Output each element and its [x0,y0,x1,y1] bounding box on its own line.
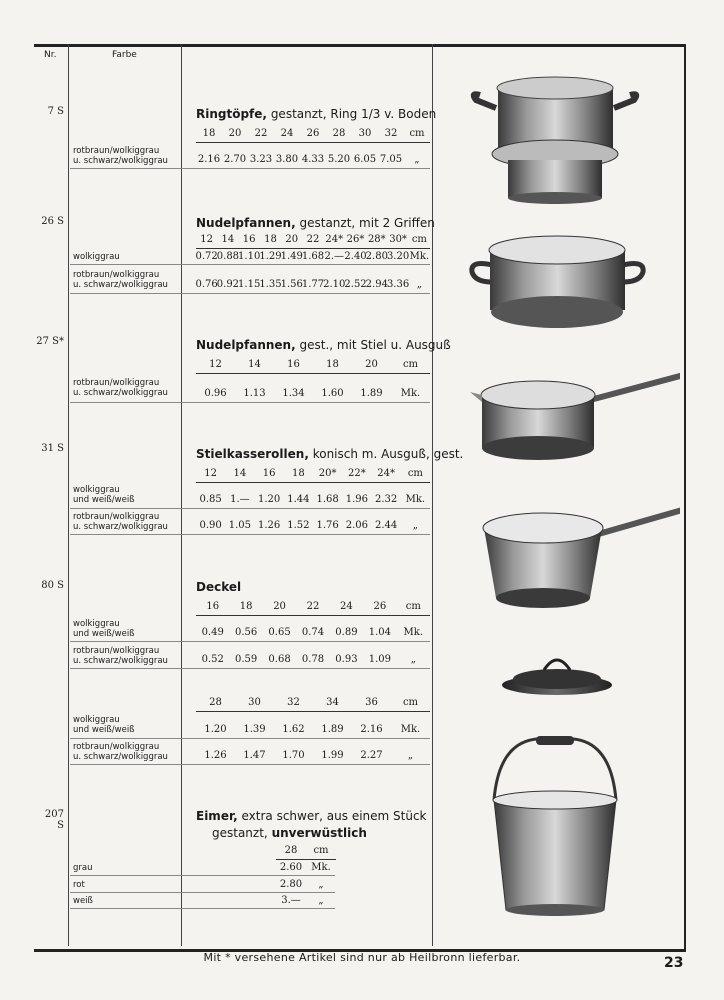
value-cell: 6.05 [353,154,377,165]
column-divider-images [432,44,433,946]
value-cell: 28 [209,697,222,708]
value-cell: 20 [365,359,378,370]
value-cell: 2.52 [344,279,367,290]
row-divider [70,402,430,403]
price-row [196,251,430,265]
color-label-line: weiß [73,896,93,906]
value-cell: 1.20 [257,494,281,505]
value-cell: 2.40 [344,251,367,262]
value-cell: 2.60 [279,862,303,873]
product-illustrations [440,50,680,940]
value-cell: 0.59 [235,654,258,665]
color-label [73,646,168,666]
unit-cell: cm [407,468,423,479]
color-label-line: wolkiggrau [73,619,120,629]
value-cell: 18 [264,234,277,245]
size-header-row [276,845,336,860]
value-cell: 2.10 [323,279,346,290]
value-cell: 24* [325,234,344,245]
value-cell: 0.76 [195,279,218,290]
value-cell: 1.15 [238,279,261,290]
color-label-line: rotbraun/wolkiggrau [73,146,160,156]
color-label-line: grau [73,863,93,873]
value-cell: 12 [204,468,217,479]
unit-cell: Mk. [409,251,430,262]
value-cell: 1.96 [345,494,369,505]
product-title: Ringtöpfe, gestanzt, Ring 1/3 v. Boden [196,107,437,121]
value-cell: 1.62 [282,724,305,735]
value-cell: 2.80 [365,251,388,262]
color-label-line: rot [73,880,85,890]
value-cell: 0.68 [268,654,291,665]
color-label [73,619,135,639]
bucket-image [493,736,617,916]
unit-cell: „ [410,654,416,665]
price-row [196,520,430,534]
price-row [196,388,430,402]
row-divider [70,738,430,739]
value-cell: 1.89 [321,724,344,735]
value-cell: 18 [326,359,339,370]
color-label [73,715,135,735]
product-title: Stielkasserollen, konisch m. Ausguß, gest. [196,447,464,461]
value-cell: 1.68 [301,251,325,262]
saucepan-image [483,502,680,608]
color-label [73,880,85,890]
row-divider [70,892,335,893]
value-cell: 0.85 [199,494,222,505]
value-cell: 18 [202,128,216,139]
price-row [196,627,430,641]
product-title: Deckel [196,580,242,594]
size-header-row [196,697,430,712]
price-row [196,750,430,764]
value-cell: 0.56 [235,627,258,638]
row-divider [70,764,430,765]
value-cell: 2.80 [279,879,303,890]
value-cell: 1.35 [259,279,282,290]
value-cell: 1.70 [282,750,305,761]
value-cell: 22 [306,601,320,612]
price-row [196,724,430,738]
value-cell: 22 [306,234,320,245]
value-cell: 2.— [324,251,345,262]
unit-cell: „ [318,895,324,906]
value-cell: 1.68 [316,494,339,505]
value-cell: 3.36 [386,279,410,290]
value-cell: 20 [273,601,286,612]
page-number: 23 [664,955,684,971]
value-cell: 1.89 [360,388,383,399]
price-row [196,494,430,508]
value-cell: 2.16 [197,154,221,165]
color-label-line: rotbraun/wolkiggrau [73,512,160,522]
value-cell: 12 [209,359,222,370]
pasta-pan-handle-image [470,372,680,460]
unit-cell: cm [405,601,421,612]
header-farbe: Farbe [112,50,137,60]
value-cell: 26* [346,234,365,245]
size-header-row [196,128,430,143]
value-cell: 28* [367,234,386,245]
product-number: 27 S* [36,336,64,347]
value-cell: 14 [233,468,247,479]
value-cell: 1.76 [316,520,339,531]
size-header-row [196,468,430,483]
value-cell: 0.90 [199,520,222,531]
value-cell: 0.89 [335,627,358,638]
color-label-line: und weiß/weiß [73,495,135,505]
footer-note: Mit * versehene Artikel sind nur ab Heilbronn lieferbar. [203,951,521,964]
column-divider-farbe [181,44,182,946]
price-row [196,654,430,668]
row-divider [70,264,430,265]
value-cell: 24* [377,468,395,479]
color-label-line: rotbraun/wolkiggrau [73,646,160,656]
value-cell: 0.52 [201,654,224,665]
value-cell: 28 [284,845,298,856]
color-label-line: rotbraun/wolkiggrau [73,742,160,752]
color-label-line: u. schwarz/wolkiggrau [73,280,168,290]
value-cell: 1.10 [238,251,261,262]
product-title-line2: gestanzt, unverwüstlich [212,826,367,840]
color-label-line: und weiß/weiß [73,725,135,735]
value-cell: 26 [306,128,320,139]
value-cell: 16 [262,468,276,479]
unit-cell: Mk. [405,494,426,505]
product-number: 7 S [47,106,64,117]
product-number: 80 S [41,580,64,591]
value-cell: 12 [200,234,213,245]
value-cell: 1.05 [228,520,252,531]
value-cell: 1.47 [243,750,266,761]
color-label-line: und weiß/weiß [73,629,135,639]
value-cell: 32 [287,697,300,708]
row-divider [70,508,430,509]
value-cell: 5.20 [327,154,351,165]
value-cell: 16 [206,601,220,612]
value-cell: 2.44 [374,520,398,531]
row-divider [70,875,335,876]
unit-cell: cm [402,359,419,370]
value-cell: 0.93 [335,654,358,665]
value-cell: 1.26 [257,520,281,531]
row-divider [70,534,430,535]
value-cell: 1.04 [368,627,391,638]
value-cell: 1.44 [287,494,310,505]
unit-cell: „ [407,750,414,761]
price-row [276,879,336,893]
price-row [276,895,336,909]
color-label-line: u. schwarz/wolkiggrau [73,522,168,532]
value-cell: 0.65 [268,627,291,638]
row-divider [70,668,430,669]
value-cell: 1.20 [204,724,227,735]
value-cell: 1.52 [287,520,310,531]
unit-cell: cm [411,234,427,245]
color-label-line: wolkiggrau [73,715,120,725]
value-cell: 36 [365,697,378,708]
color-label-line: rotbraun/wolkiggrau [73,270,160,280]
value-cell: 3.80 [275,154,299,165]
value-cell: 1.39 [243,724,266,735]
ring-pot-image [474,77,637,204]
value-cell: 2.94 [365,279,388,290]
value-cell: 1.49 [280,251,303,262]
unit-cell: Mk. [311,862,331,873]
value-cell: 3.23 [249,154,273,165]
unit-cell: „ [318,879,324,890]
product-number: 31 S [41,443,64,454]
value-cell: 16 [287,359,300,370]
value-cell: 22* [348,468,366,479]
value-cell: 1.34 [282,388,305,399]
value-cell: 20 [228,128,242,139]
color-label [73,270,168,290]
value-cell: 30* [389,234,407,245]
value-cell: 3.— [281,895,301,906]
value-cell: 20 [285,234,299,245]
value-cell: 2.27 [360,750,383,761]
row-divider [70,908,335,909]
color-label [73,512,168,532]
value-cell: 0.96 [204,388,227,399]
value-cell: 24 [340,601,353,612]
size-header-row [196,234,430,249]
column-divider-nr [68,44,69,946]
value-cell: 1.— [230,494,250,505]
color-label-line: u. schwarz/wolkiggrau [73,156,168,166]
value-cell: 1.56 [280,279,303,290]
value-cell: 26 [373,601,387,612]
value-cell: 0.88 [216,251,240,262]
unit-cell: „ [414,154,420,165]
value-cell: 18 [292,468,305,479]
color-label [73,863,93,873]
unit-cell: cm [313,845,329,856]
value-cell: 1.77 [301,279,325,290]
unit-cell: cm [402,697,419,708]
unit-cell: „ [416,279,422,290]
unit-cell: „ [412,520,418,531]
color-label-line: u. schwarz/wolkiggrau [73,388,168,398]
size-header-row [196,359,430,374]
price-row [196,279,430,293]
value-cell: 4.33 [301,154,325,165]
value-cell: 7.05 [379,154,403,165]
product-title: Nudelpfannen, gest., mit Stiel u. Ausguß [196,338,451,352]
value-cell: 16 [242,234,256,245]
value-cell: 30 [248,697,261,708]
color-label-line: u. schwarz/wolkiggrau [73,656,168,666]
row-divider [70,168,430,169]
value-cell: 22 [254,128,268,139]
row-divider [70,641,430,642]
value-cell: 0.72 [195,251,218,262]
value-cell: 14 [248,359,261,370]
color-label [73,378,168,398]
unit-cell: Mk. [400,724,421,735]
value-cell: 18 [239,601,253,612]
value-cell: 32 [384,128,398,139]
value-cell: 0.49 [201,627,224,638]
value-cell: 1.29 [259,251,282,262]
color-label-line: u. schwarz/wolkiggrau [73,752,168,762]
pasta-pan-two-handles-image [472,236,643,328]
color-label-line: rotbraun/wolkiggrau [73,378,160,388]
value-cell: 24 [280,128,294,139]
value-cell: 20* [318,468,337,479]
value-cell: 1.09 [368,654,391,665]
value-cell: 2.70 [223,154,247,165]
header-nr: Nr. [44,50,57,60]
color-label [73,742,168,762]
color-label-line: wolkiggrau [73,252,120,262]
color-label [73,146,168,166]
value-cell: 2.06 [345,520,369,531]
value-cell: 34 [326,697,339,708]
price-row [276,862,336,876]
unit-cell: cm [409,128,425,139]
value-cell: 1.99 [321,750,344,761]
value-cell: 3.20 [386,251,410,262]
value-cell: 2.16 [360,724,383,735]
value-cell: 0.92 [216,279,240,290]
value-cell: 0.78 [301,654,325,665]
product-title: Nudelpfannen, gestanzt, mit 2 Griffen [196,216,435,230]
product-number: 207 S [44,809,64,831]
value-cell: 2.32 [374,494,398,505]
product-number: 26 S [41,216,64,227]
lid-image [502,660,612,695]
row-divider [70,293,430,294]
value-cell: 28 [332,128,346,139]
value-cell: 30 [358,128,372,139]
unit-cell: Mk. [400,388,421,399]
product-title: Eimer, extra schwer, aus einem Stück [196,809,427,823]
value-cell: 1.26 [204,750,227,761]
color-label [73,252,120,262]
unit-cell: Mk. [403,627,424,638]
value-cell: 1.60 [321,388,344,399]
value-cell: 0.74 [301,627,325,638]
value-cell: 14 [221,234,235,245]
color-label [73,896,93,906]
color-label-line: wolkiggrau [73,485,120,495]
price-row [196,154,430,168]
size-header-row [196,601,430,616]
color-label [73,485,135,505]
value-cell: 1.13 [243,388,266,399]
